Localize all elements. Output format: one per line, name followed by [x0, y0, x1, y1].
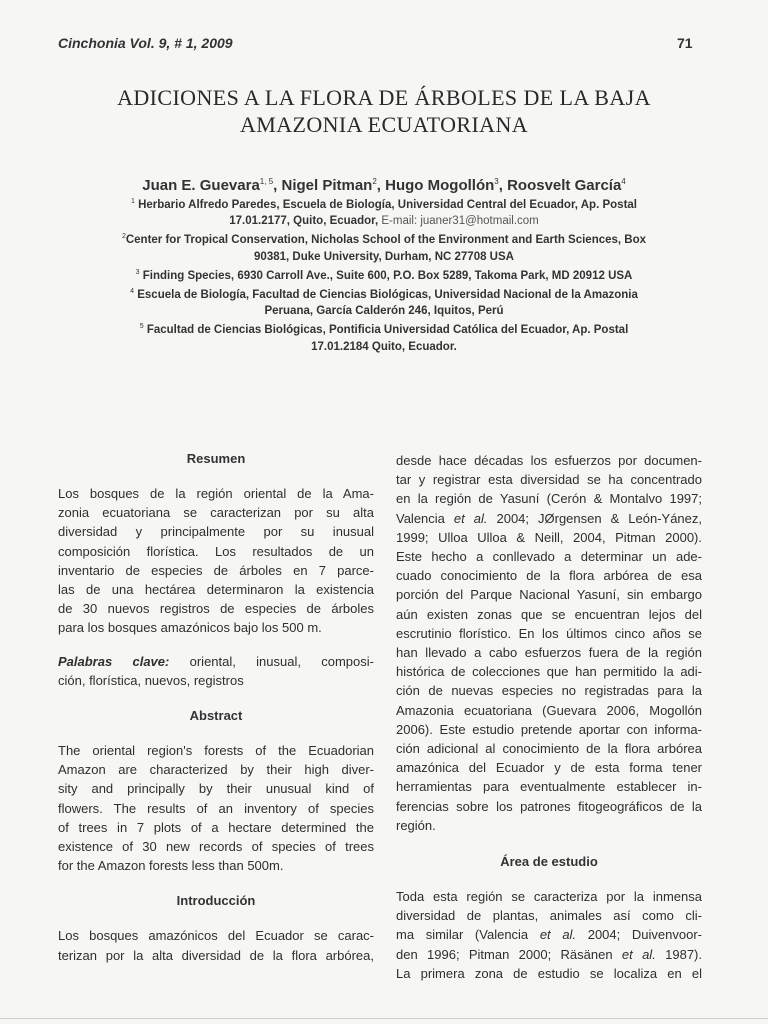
- text-line: Amazon are characterized by their high diver-: [58, 762, 374, 778]
- text-line: porción del Parque Nacional Yasuní, sin embargo: [396, 587, 702, 603]
- author-name: Nigel Pitman: [281, 177, 373, 194]
- text-line: región.: [396, 817, 436, 833]
- affiliation-line: 17.01.2184 Quito, Ecuador.: [311, 340, 457, 353]
- left-column: [58, 451, 374, 965]
- text-line: existence of 30 new records of species of trees: [58, 839, 374, 855]
- page-number: 71: [677, 35, 693, 51]
- text-line: Amazonia ecuatoriana (Guevara 2006, Mogollón: [396, 702, 702, 718]
- introduccion-heading: Introducción: [176, 893, 256, 909]
- author-name: Roosvelt García: [507, 177, 622, 194]
- area-estudio-text: [396, 887, 702, 983]
- keywords-label: Palabras clave:: [58, 653, 170, 669]
- text-line: amazónica del Ecuador y de esta forma tener: [396, 760, 702, 776]
- text-line: Los bosques amazónicos del Ecuador se carac-: [58, 928, 374, 944]
- text-line: ción de nuevas especies no registradas para la: [396, 683, 702, 699]
- affiliation-line: 90381, Duke University, Durham, NC 27708 USA: [254, 250, 514, 263]
- text-line: para los bosques amazónicos bajo los 500 m.: [58, 620, 322, 636]
- affiliation-line: $^1$ Herbario Alfredo Paredes, Escuela de Biología, Universidad Central del Ecuador, Ap. Postal: [130, 198, 637, 211]
- affiliation-line: Peruana, García Calderón 246, Iquitos, Perú: [264, 305, 504, 318]
- text-line: of trees in 7 plots of a hectare determined the: [58, 819, 374, 835]
- title-line: ADICIONES A LA FLORA DE ÁRBOLES DE LA BAJA: [117, 85, 651, 110]
- journal-citation: Cinchonia Vol. 9, # 1, 2009: [58, 35, 233, 51]
- text-line: Toda esta región se caracteriza por la inmensa: [396, 889, 702, 905]
- affiliation-line: $^5$ Facultad de Ciencias Biológicas, Pontificia Universidad Católica del Ecuador, Ap. Postal: [139, 323, 629, 337]
- text-line: de 30 nuevos registros de especies de árboles: [58, 601, 374, 617]
- text-line: ma similar (Valencia et al. 2004; Duivenvoor-: [396, 927, 702, 943]
- introduccion-continued-text: [396, 451, 702, 835]
- text-line: Los bosques de la región oriental de la Ama-: [58, 486, 374, 501]
- title-line: AMAZONIA ECUATORIANA: [239, 112, 529, 137]
- text-line: 2006). Este estudio pretende aportar con informa-: [396, 721, 702, 737]
- author-email: E-mail: juaner31@hotmail.com: [381, 215, 539, 228]
- page-bottom-edge: [0, 1018, 768, 1019]
- text-line: Este hecho a conllevado a determinar un ade-: [396, 549, 702, 565]
- affiliation-line: $^2$Center for Tropical Conservation, Nicholas School of the Environment and Earth Sciences, Box: [121, 233, 647, 247]
- text-line: terizan por la alta diversidad de la flora arbórea,: [58, 947, 374, 963]
- resumen-text: [58, 484, 374, 638]
- text-line: composición florística. Los resultados de un: [58, 543, 374, 559]
- text-line: histórica de colecciones que han permitido la adi-: [396, 664, 702, 680]
- text-line: han llevado a cabo esfuerzos fuera de la región: [396, 645, 702, 661]
- area-estudio-heading: Área de estudio: [500, 854, 598, 870]
- author-affiliation-mark: 2: [372, 177, 377, 186]
- author-name: Juan E. Guevara: [142, 177, 260, 194]
- text-line: La primera zona de estudio se localiza en el: [396, 965, 702, 981]
- text-line: zonia ecuatoriana se caracterizan por su alta: [58, 505, 374, 521]
- author-affiliation-mark: 1, 5: [259, 177, 274, 186]
- text-line: 1999; Ulloa Ulloa & Neill, 2004, Pitman 2000).: [396, 529, 702, 545]
- affiliation-line: $^4$ Escuela de Biología, Facultad de Ciencias Biológicas, Universidad Nacional de la Amazonia: [130, 287, 638, 301]
- text-line: The oriental region's forests of the Ecuadorian: [58, 743, 374, 759]
- text-line: diversidad de plantas, animales así como cli-: [396, 908, 702, 924]
- text-line: herramientas para eventualmente establecer in-: [396, 779, 702, 795]
- keywords: Palabras clave: oriental, inusual, composi- ción, florística, nuevos, registros: [58, 653, 374, 688]
- affiliations: [60, 194, 708, 355]
- text-line: las de una hectárea determinaron la existencia: [58, 582, 374, 598]
- abstract-heading: Abstract: [189, 708, 243, 724]
- text-line: ferencias sobre los patrones fitogeográficos de la: [396, 798, 702, 814]
- text-line: sity and principally by their unusual kind of: [58, 781, 374, 797]
- text-line: tar y registrar esta diversidad se ha concentrado: [396, 472, 702, 488]
- article-title: [40, 84, 728, 138]
- text-line: diversidad y principalmente por su inusual: [58, 524, 374, 540]
- text-line: escrutinio florístico. En los últimos cinco años se: [396, 625, 702, 641]
- abstract-text: [58, 741, 374, 875]
- text-line: for the Amazon forests less than 500m.: [58, 858, 284, 874]
- text-line: flowers. The results of an inventory of species: [58, 800, 374, 816]
- introduccion-text: [58, 926, 374, 964]
- affiliation-line: $^3$ Finding Species, 6930 Carroll Ave., Suite 600, P.O. Box 5289, Takoma Park, MD 20912 USA: [135, 268, 633, 282]
- text-line: Valencia et al. 2004; JØrgensen & León-Yánez,: [396, 510, 702, 526]
- text-line: ción adicional al conocimiento de la flora arbórea: [396, 741, 702, 757]
- author-list: Juan E. Guevara$^{1, 5}$, Nigel Pitman$^2$, Hugo Mogollón$^3$, Roosvelt García$^4$: [142, 177, 626, 194]
- right-column: [396, 451, 702, 983]
- text-line: desde hace décadas los esfuerzos por documen-: [396, 453, 702, 468]
- resumen-heading: Resumen: [186, 451, 246, 466]
- text-line: inventario de especies de árboles en 7 parce-: [58, 562, 374, 578]
- text-line: aún existen zonas que se encuentran lejos del: [396, 606, 702, 622]
- text-line: den 1996; Pitman 2000; Räsänen et al. 1987).: [396, 946, 703, 962]
- text-line: en la región de Yasuní (Cerón & Montalvo 1997;: [396, 491, 702, 507]
- affiliation-line: 17.01.2177, Quito, Ecuador, E-mail: juaner31@hotmail.com: [229, 215, 539, 228]
- author-name: Hugo Mogollón: [385, 177, 495, 194]
- author-affiliation-mark: 3: [494, 177, 499, 186]
- author-affiliation-mark: 4: [621, 177, 626, 186]
- text-line: cuado conocimiento de la flora arbórea de esa: [396, 568, 702, 584]
